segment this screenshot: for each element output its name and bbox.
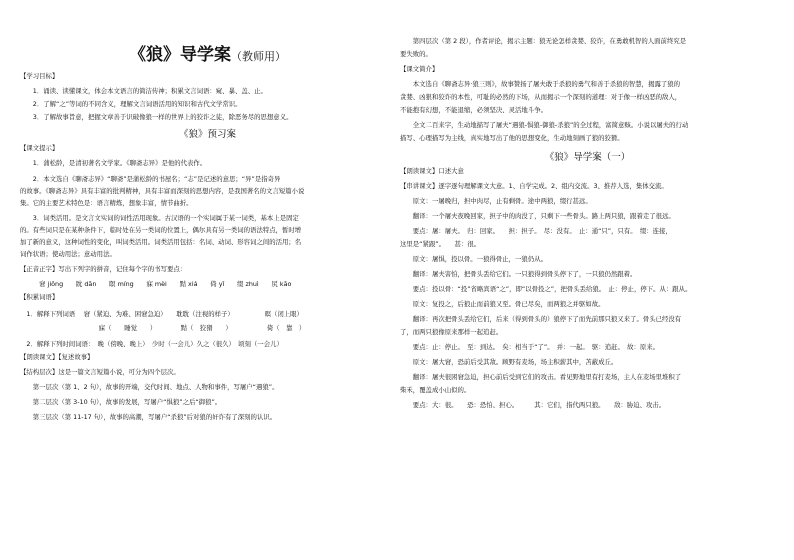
text-line: 本文选自《聊斋志异·狼三则》，故事赞扬了屠夫敢于杀狼的勇气和善于杀狼的智慧，揭露了狼的 bbox=[400, 80, 681, 88]
title-sub: （教师用） bbox=[231, 50, 286, 63]
title-main: 《狼》导学案 bbox=[129, 45, 231, 65]
text-line: 的故事。《聊斋志异》具有丰富的批判精神，具有丰富而深刻的思想内容，是我国著名的文言短篇小说 bbox=[20, 187, 305, 195]
text-line: 加了新的意义，这种词性的变化，叫词类活用。词类活用包括：名词、动词、形容词之间的活用；名 bbox=[20, 238, 302, 246]
text-line: 全文二百来字，生动地描写了屠夫“遇狼-惧狼-御狼-杀狼”的全过程，富简意赅。小说以屠夫的行动 bbox=[400, 121, 689, 129]
text-line: 1．诵读、读懂课文，体会本文语言的简洁传神；积累文言词语：窥、暴、盖、止。 bbox=[20, 87, 267, 95]
text-line: 3．了解故事旨意，把握文章善于识破像狼一样的世界上的狡诈之徒，除恶务尽的思想意义。 bbox=[20, 113, 293, 121]
left-column bbox=[20, 0, 395, 560]
text-line: 贪婪、凶狠和狡诈的本性，可耻的必然的下场，从而揭示一个深刻的道理：对于像一样凶恶的敌人， bbox=[400, 93, 682, 101]
text-line: 1．蒲松龄，是清初著名文学家。《聊斋志异》是他的代表作。 bbox=[20, 159, 207, 167]
text-line: 要点：大：很。 恐：恐怕、担心。 其：它们，指代两只狼。 敌：胁迫、攻击。 bbox=[400, 401, 666, 409]
text-line: 要点：止：停止。 至：到达。 矣：相当于“了”。 并：一起。 驱：追赶。 故：原来。 bbox=[400, 343, 660, 351]
section-title-guide: 《狼》导学案（一） bbox=[544, 152, 631, 163]
text-line: 【朗读课文】【复述故事】 bbox=[20, 353, 94, 361]
text-line: 第四层次（第 2 段），作者评论，揭示主题：狼无论怎样贪婪、狡诈，在勇敢机智的人面前终究是 bbox=[400, 37, 687, 45]
text-line: 第二层次（第 3-10 句），故事的发展，写屠户“惧狼”之后“御狼”。 bbox=[20, 398, 222, 406]
text-line: 要点：屠：屠夫。 归：回家。 担：担子。 尽：没有。 止：通“只”，只有。 缀：连接， bbox=[400, 227, 672, 235]
right-column bbox=[400, 0, 775, 560]
section-title-preview: 《狼》预习案 bbox=[178, 129, 236, 140]
text-line: 翻译：屠夫很困窘急迫，担心前后受到它们的攻击。看见野地里有打麦场，主人在麦场里堆积了 bbox=[400, 373, 682, 381]
text-line: 原文：屠大窘，恐前后受其敌。顾野有麦场，场主积薪其中，苫蔽成丘。 bbox=[400, 358, 618, 366]
text-line: 【朗读课文】口述大意 bbox=[400, 167, 464, 175]
text-line: 寐（ 睡觉 ） 黠（ 狡猾 ） 倚（ 靠 ） bbox=[20, 324, 306, 332]
text-line: 词作状语；使动用法；意动用法。 bbox=[20, 250, 116, 258]
text-line: 要失败的。 bbox=[400, 50, 432, 58]
text-line: 翻译：屠夫害怕，把骨头丢给它们。一只狼得到骨头停下了，一只狼仍然跟着。 bbox=[400, 270, 637, 278]
text-line: 【正音正字】写出下列字的拼音，记住每个字的书写要点： bbox=[20, 265, 187, 273]
text-line: 【结构层次】这是一篇文言短篇小说，可分为四个层次。 bbox=[20, 368, 180, 376]
page-title bbox=[20, 40, 395, 65]
text-line: 2．解释下列时间词语： 晚（傍晚、晚上） 少时（一会儿）久之（很久） 顷刻（一会儿） bbox=[20, 340, 283, 348]
text-line: 这里是“紧跟”。 甚：很。 bbox=[400, 240, 481, 248]
text-line: 了，而两只狼像原来那样一起追赶。 bbox=[400, 328, 503, 336]
text-line: 3．词类活用。是文言文实词的词性活用现象。古汉语的一个实词属于某一词类，基本上是固定 bbox=[20, 214, 299, 222]
text-line: 原文：屠惧，投以骨。一狼得骨止，一狼仍从。 bbox=[400, 255, 547, 263]
text-line: 窘 jiǒng 眈 dān 瞑 míng 寐 mèi 黠 xiá 倚 yǐ 缀 zhuì 尻 kāo bbox=[20, 280, 292, 288]
text-line: 集。它的主要艺术特色是：语言精炼，想象丰富，情节曲折。 bbox=[20, 199, 193, 207]
text-line: 原文：复投之，后狼止而前狼又至。骨已尽矣，而两狼之并驱如故。 bbox=[400, 300, 605, 308]
text-line: 【积累词语】 bbox=[20, 293, 59, 301]
text-line: 描写、心理描写为主线，真实地写出了他的思想变化，生动地刻画了狼的狡猾。 bbox=[400, 134, 624, 142]
text-line: 第一层次（第 1、2 句），故事的开端，交代时间、地点、人物和事件，写屠户“遇狼”。 bbox=[20, 383, 279, 391]
text-line: 原文：一屠晚归，担中肉尽，止有剩骨。途中两狼，缀行甚远。 bbox=[400, 197, 592, 205]
text-line: 1．解释下列词语 窘（紧迫、为难、困窘急迫） 耽耽（注视的样子） 暝（闭上眼） bbox=[20, 310, 303, 318]
text-line: 柴禾，覆盖成小山似的。 bbox=[400, 386, 471, 394]
text-line: 2．本文选自《聊斋志异》“聊斋”是蒲松龄的书屋名；“志”是记述的意思；“异”是指奇异 bbox=[20, 175, 281, 183]
text-line: 翻译：一个屠夫夜晚回家，担子中的肉没了，只剩下一些骨头。路上两只狼，跟着走了很远。 bbox=[400, 212, 675, 220]
text-line: 第三层次（第 11-17 句），故事的高潮，写屠户“杀狼”后对狼的奸诈有了深刻的认识。 bbox=[20, 413, 277, 421]
text-line: 【学习目标】 bbox=[20, 72, 59, 80]
text-line: 不能抱有幻想，不能退缩，必须坚决、灵活地斗争。 bbox=[400, 106, 547, 114]
text-line: 要点：投以骨：“投”省略宾语“之”，即“以骨投之”，把骨头丢给狼。 止：停止，停下。从：跟从。 bbox=[400, 285, 692, 293]
text-line: 【课文提示】 bbox=[20, 144, 59, 152]
text-line: 翻译：再次把骨头丢给它们，后来（得到骨头的）狼停下了而先前那只狼又来了。骨头已经没有 bbox=[400, 315, 682, 323]
text-line: 【串讲课文】逐字逐句理解课文大意。1、自学完成。2、组内交流。3、推荐人选，集体交流。 bbox=[400, 182, 668, 190]
text-line: 2．了解“之”等词的不同含义，理解文言词语活用的知识和古代文学常识。 bbox=[20, 100, 242, 108]
text-line: 【课文简介】 bbox=[400, 65, 439, 73]
text-line: 的。有些词只是在某种条件下，临时处在另一类词的位置上，偶尔具有另一类词的语法特点，暂时增 bbox=[20, 226, 302, 234]
